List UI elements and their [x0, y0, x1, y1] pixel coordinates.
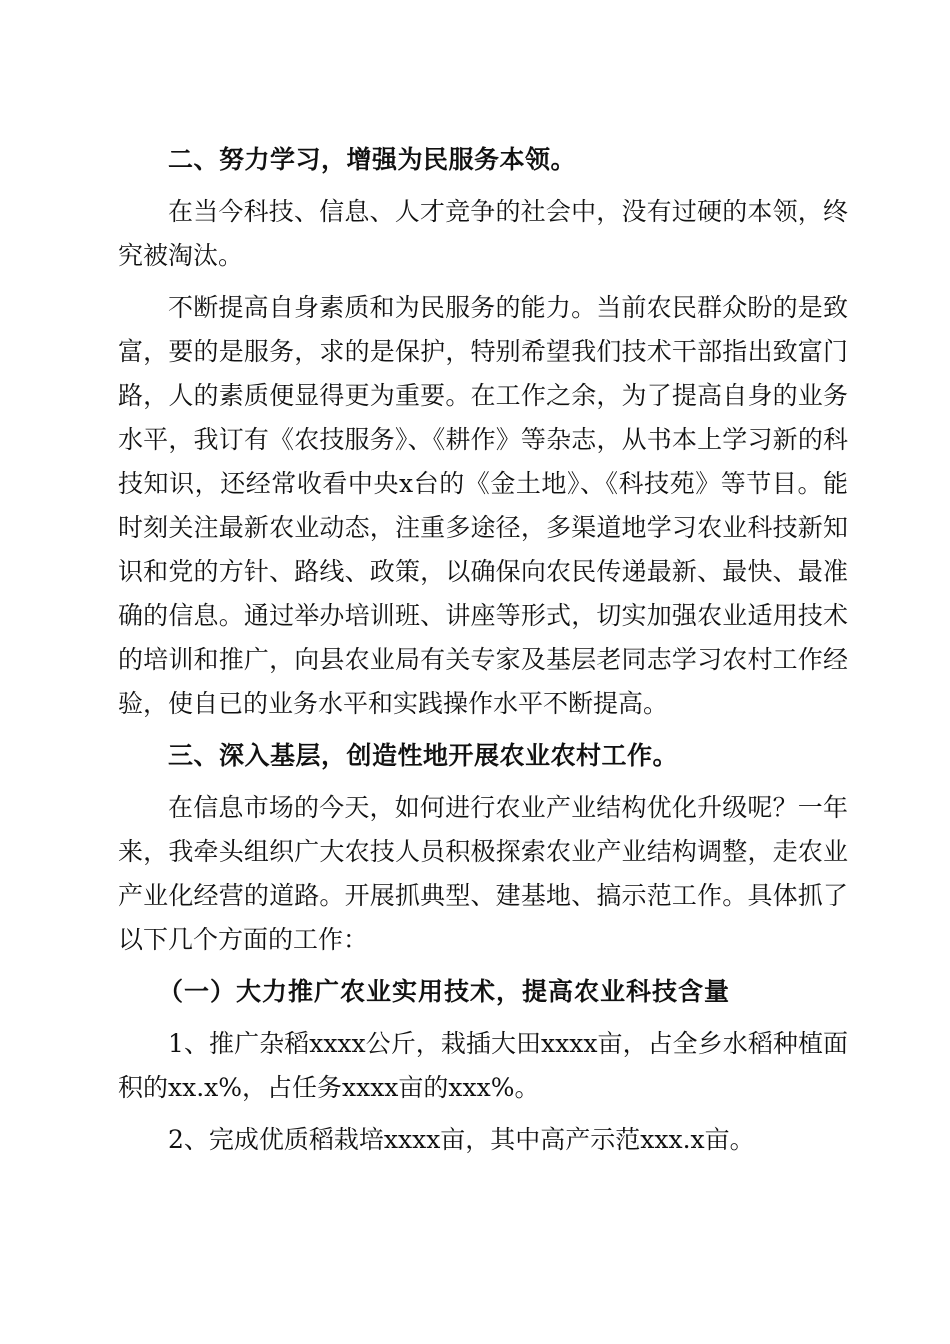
list-item: 2、完成优质稻栽培xxxx亩，其中高产示范xxx.x亩。 [168, 1125, 755, 1154]
document-page [118, 138, 848, 1162]
spacer [118, 962, 848, 970]
body-paragraph: 在信息市场的今天，如何进行农业产业结构优化升级呢？一年来，我牵头组织广大农技人员积极探索农业产业结构调整，走农业产业化经营的道路。开展抓典型、建基地、搞示范工作。具体抓了以下几个方面的工作： [118, 793, 848, 954]
list-item: 1、推广杂稻xxxx公斤，栽插大田xxxx亩，占全乡水稻种植面积的xx.x%，占任务xxxx亩的xxx%。 [118, 1029, 848, 1102]
spacer [118, 1014, 848, 1022]
body-paragraph: 不断提高自身素质和为民服务的能力。当前农民群众盼的是致富，要的是服务，求的是保护，特别希望我们技术干部指出致富门路，人的素质便显得更为重要。在工作之余，为了提高自身的业务水平，我订有《农技服务》、《耕作》等杂志，从书本上学习新的科技知识，还经常收看中央x台的《金土地》、《科技苑》等节目。能时刻关注最新农业动态，注重多途径，多渠道地学习农业科技新知识和党的方针、路线、政策，以确保向农民传递最新、最快、最准确的信息。通过举办培训班、讲座等形式，切实加强农业适用技术的培训和推广，向县农业局有关专家及基层老同志学习农村工作经验，使自已的业务水平和实践操作水平不断提高。 [118, 293, 848, 718]
spacer [118, 778, 848, 786]
spacer [118, 278, 848, 286]
section-heading: 二、努力学习，增强为民服务本领。 [168, 145, 577, 174]
spacer [118, 726, 848, 734]
section-heading: 三、深入基层，创造性地开展农业农村工作。 [168, 741, 679, 770]
spacer [118, 1110, 848, 1118]
spacer [118, 182, 848, 190]
sub-heading: （一）大力推广农业实用技术，提高农业科技含量 [158, 977, 731, 1006]
body-paragraph: 在当今科技、信息、人才竞争的社会中，没有过硬的本领，终究被淘汰。 [118, 197, 848, 270]
